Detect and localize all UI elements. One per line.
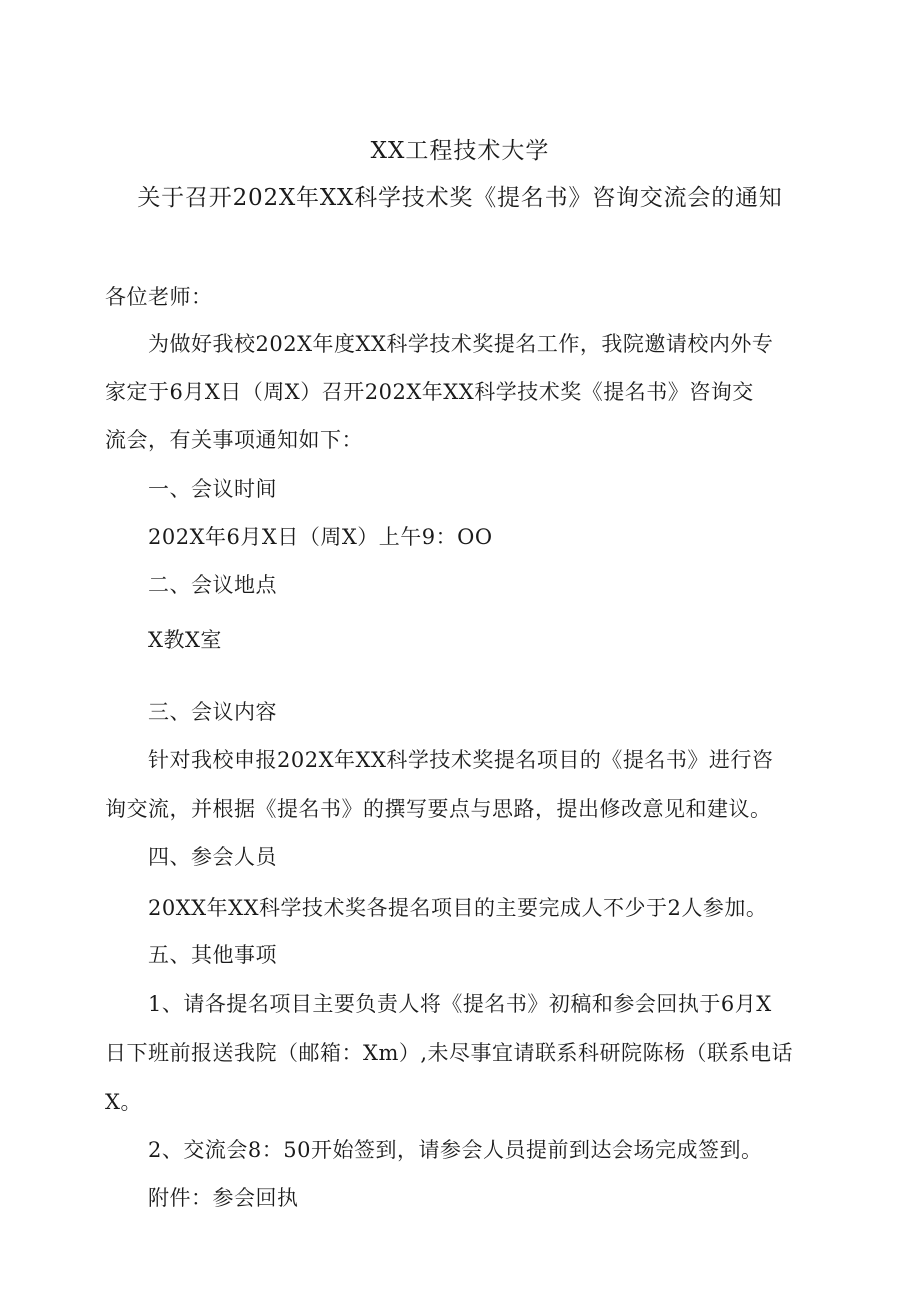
other-item-1-line-1: 1、请各提名项目主要负责人将《提名书》初稿和参会回执于6月X xyxy=(148,992,772,1016)
intro-line-1: 为做好我校202X年度XX科学技术奖提名工作，我院邀请校内外专 xyxy=(148,332,774,356)
other-item-2: 2、交流会8：50开始签到，请参会人员提前到达会场完成签到。 xyxy=(148,1138,763,1162)
section-heading-attendees: 四、参会人员 xyxy=(148,845,277,869)
document-title-notice: 关于召开202X年XX科学技术奖《提名书》咨询交流会的通知 xyxy=(137,185,783,211)
meeting-location-text: X教X室 xyxy=(148,628,222,652)
intro-line-3: 流会，有关事项通知如下： xyxy=(105,428,363,452)
document-title-institution: XX工程技术大学 xyxy=(370,138,550,164)
section-heading-location: 二、会议地点 xyxy=(148,573,277,597)
section-heading-other: 五、其他事项 xyxy=(148,943,277,967)
section-heading-content: 三、会议内容 xyxy=(148,700,277,724)
other-item-1-line-3: X。 xyxy=(105,1090,142,1114)
attendees-text: 20XX年XX科学技术奖各提名项目的主要完成人不少于2人参加。 xyxy=(148,896,768,920)
meeting-time-text: 202X年6月X日（周X）上午9：OO xyxy=(148,525,493,549)
meeting-content-line-2: 询交流，并根据《提名书》的撰写要点与思路，提出修改意见和建议。 xyxy=(105,797,772,821)
other-item-1-line-2: 日下班前报送我院（邮箱：Xm）,未尽事宜请联系科研院陈杨（联系电话 xyxy=(105,1041,794,1065)
section-heading-time: 一、会议时间 xyxy=(148,477,277,501)
attachment-line: 附件：参会回执 xyxy=(148,1186,299,1210)
meeting-content-line-1: 针对我校申报202X年XX科学技术奖提名项目的《提名书》进行咨 xyxy=(148,748,774,772)
intro-line-2: 家定于6月X日（周X）召开202X年XX科学技术奖《提名书》咨询交 xyxy=(105,380,754,404)
salutation: 各位老师： xyxy=(105,285,213,309)
